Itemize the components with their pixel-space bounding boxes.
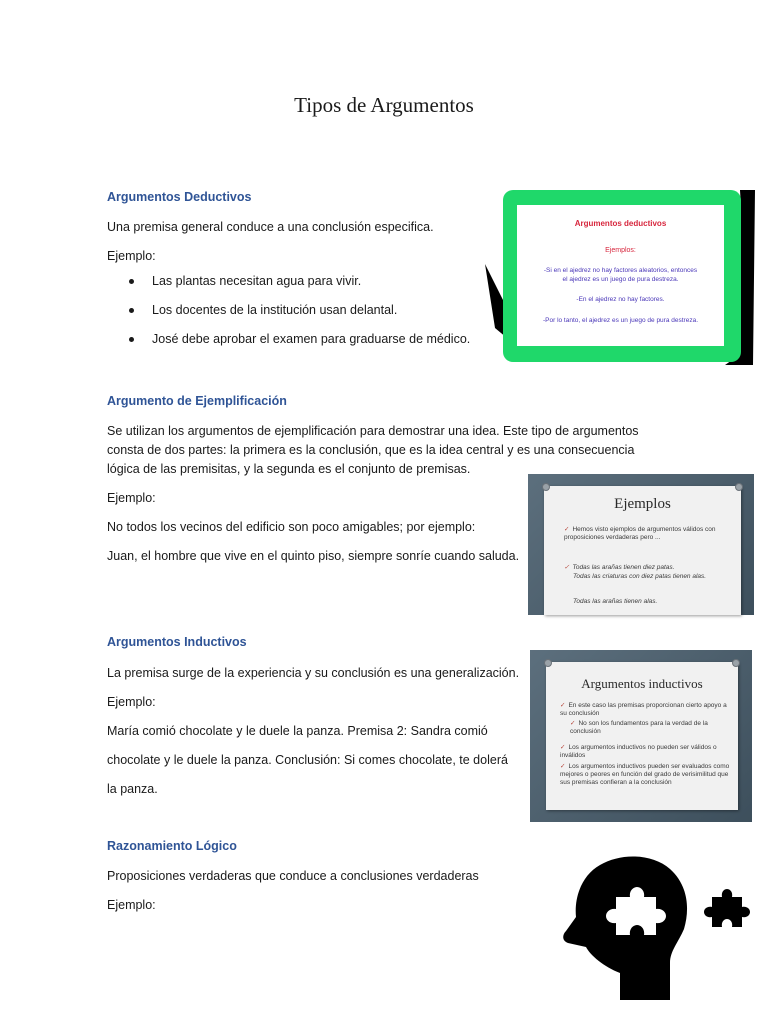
bullet-text: José debe aprobar el examen para graduarse de médico. [152, 332, 471, 346]
ejemplificacion-text-line: lógica de las premisitas, y la segunda es el conjunto de premisas. [107, 462, 471, 476]
ejemplos-slide-bullet-text: Hemos visto ejemplos de argumentos válidos con proposiciones verdaderas pero ... [564, 526, 716, 541]
bullet-text: Las plantas necesitan agua para vivir. [152, 274, 362, 288]
ejemplificacion-text-line: consta de dos partes: la primera es la conclusión, que es la idea central y es una consecuencia [107, 443, 635, 457]
inductivos-slide-bullet-text: En este caso las premisas proporcionan cierto apoyo a su conclusión [560, 702, 727, 717]
inductivos-slide-bullet-text: Los argumentos inductivos no pueden ser válidos o inválidos [560, 744, 717, 759]
inductivos-example-line: María comió chocolate y le duele la panza. Premisa 2: Sandra comió [107, 724, 488, 738]
logico-example-label: Ejemplo: [107, 898, 156, 912]
deductivos-slide-line: -Por lo tanto, el ajedrez es un juego de pura destreza. [542, 317, 698, 324]
inductivos-slide-bullet [560, 702, 730, 718]
deductivos-slide-image [485, 188, 755, 365]
inductivos-example-line: chocolate y le duele la panza. Conclusión: Si comes chocolate, te dolerá [107, 753, 508, 767]
ejemplos-slide-title: Ejemplos [614, 496, 671, 512]
pin-icon [732, 659, 740, 667]
bullet-marker-icon: ✓ [560, 744, 566, 751]
heading-deductivos: Argumentos Deductivos [107, 190, 252, 204]
pin-icon [735, 483, 743, 491]
heading-inductivos: Argumentos Inductivos [107, 635, 247, 649]
deductivos-example-label: Ejemplo: [107, 249, 156, 263]
inductivos-text: La premisa surge de la experiencia y su conclusión es una generalización. [107, 666, 520, 680]
bullet-item [107, 272, 470, 301]
ejemplos-slide-bullet [564, 526, 729, 542]
deductivos-slide-title: Argumentos deductivos [574, 219, 667, 228]
logico-text: Proposiciones verdaderas que conduce a conclusiones verdaderas [107, 869, 479, 883]
inductivos-slide-title: Argumentos inductivos [581, 676, 703, 691]
head-puzzle-icon [560, 855, 760, 1000]
deductivos-text: Una premisa general conduce a una conclusión especifica. [107, 220, 434, 234]
inductivos-slide-sub-bullet [570, 720, 730, 736]
inductivos-slide-image [530, 650, 752, 822]
bullet-marker-icon: ✓ [560, 702, 566, 709]
heading-logico: Razonamiento Lógico [107, 839, 237, 853]
ejemplos-slide-line: Todas las criaturas con diez patas tienen alas. [573, 573, 707, 580]
ejemplos-slide-image [528, 474, 754, 615]
deductivos-slide-subtitle: Ejemplos: [605, 247, 636, 254]
deductivos-slide-line: el ajedrez es un juego de pura destreza. [562, 276, 679, 283]
bullet-dot [129, 279, 134, 284]
bullet-marker-icon: ✓ [570, 720, 576, 727]
inductivos-example-line: la panza. [107, 782, 158, 796]
bullet-marker-icon: ✓ [564, 564, 570, 571]
document-title: Tipos de Argumentos [294, 93, 474, 117]
slide-paper [544, 486, 741, 615]
bullet-dot [129, 337, 134, 342]
bullet-marker-icon: ✓ [564, 526, 570, 533]
inductivos-example-label: Ejemplo: [107, 695, 156, 709]
inductivos-slide-bullet-text: Los argumentos inductivos pueden ser evaluados como mejores o peores en función del grado de verisimilitud que sus premisas confieran a la conclusión [560, 763, 730, 786]
ejemplificacion-example-label: Ejemplo: [107, 491, 156, 505]
inductivos-slide-sub-bullet-text: No son los fundamentos para la verdad de la conclusión [570, 720, 708, 735]
ejemplificacion-text-line: Se utilizan los argumentos de ejemplificación para demostrar una idea. Este tipo de argumentos [107, 424, 639, 438]
bullet-dot [129, 308, 134, 313]
bullet-marker-icon: ✓ [560, 763, 566, 770]
ejemplos-slide-line: Todas las arañas tienen diez patas. [572, 564, 675, 571]
deductivos-slide-line: -En el ajedrez no hay factores. [576, 296, 665, 303]
pin-icon [544, 659, 552, 667]
bullet-item [107, 330, 470, 359]
heading-ejemplificacion: Argumento de Ejemplificación [107, 394, 287, 408]
inductivos-slide-bullet [560, 744, 730, 760]
ejemplos-slide-line: Todas las arañas tienen alas. [573, 598, 658, 605]
deductivos-slide-line: -Si en el ajedrez no hay factores aleatorios, entonces [543, 267, 698, 274]
ejemplificacion-example-2: Juan, el hombre que vive en el quinto piso, siempre sonríe cuando saluda. [107, 549, 520, 563]
slide-paper [546, 662, 738, 810]
slide-green-frame [503, 190, 741, 362]
pin-icon [542, 483, 550, 491]
inductivos-slide-bullet [560, 763, 730, 787]
deductivos-bullets [107, 272, 470, 359]
ejemplificacion-example-1: No todos los vecinos del edificio son poco amigables; por ejemplo: [107, 520, 476, 534]
slide-inner [517, 205, 724, 346]
bullet-text: Los docentes de la institución usan delantal. [152, 303, 398, 317]
ejemplos-slide-bullet [564, 564, 729, 572]
bullet-item [107, 301, 470, 330]
